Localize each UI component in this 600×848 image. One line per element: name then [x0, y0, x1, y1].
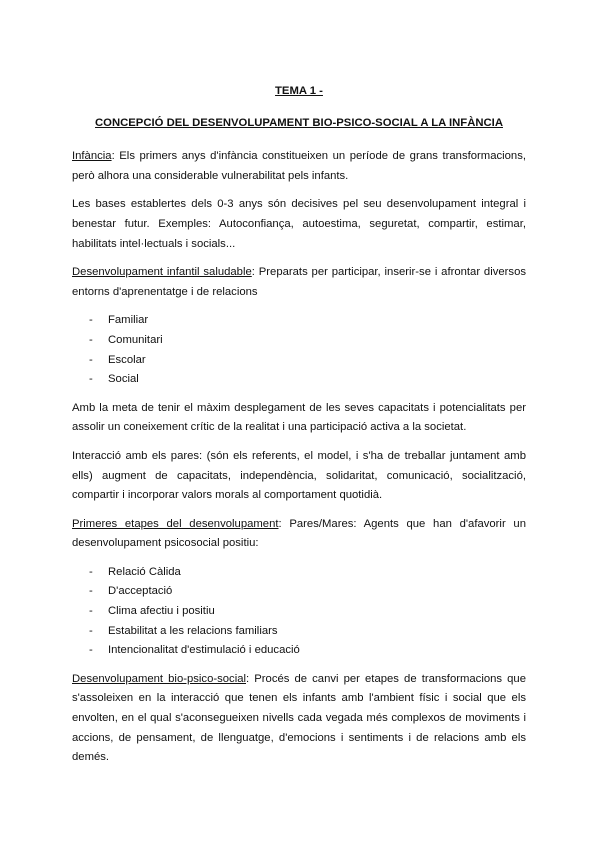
- meta-paragraph: Amb la meta de tenir el màxim desplegament de les seves capacitats i potencialitats per assolir un coneixement crític de la realitat i una participació activa a la societat.: [72, 401, 526, 434]
- list-item: - Escolar: [72, 351, 526, 371]
- dash-bullet: -: [89, 314, 93, 327]
- primeres-text: : Pares/Mares: Agents que han d'afavorir un desenvolupament psicosocial positiu:: [72, 517, 526, 550]
- list-item: - Relació Càlida: [72, 563, 526, 583]
- list-item: - Clima afectiu i positiu: [72, 602, 526, 622]
- primeres-list: [72, 563, 526, 661]
- list-item: - D'acceptació: [72, 582, 526, 602]
- infancia-text: : Els primers anys d'infància constitueixen un període de grans transformacions, però alhora una considerable vulnerabilitat pels infants.: [72, 150, 526, 182]
- interaccio-paragraph: Interacció amb els pares: (són els referents, el model, i s'ha de treballar juntament amb ells) augment de capacitats, independència, solidaritat, comunicació, socialització, compartir i incorporar valors morals al comportament quotidià.: [72, 449, 526, 502]
- list-item: - Comunitari: [72, 331, 526, 351]
- saludable-paragraph: [72, 263, 526, 302]
- infancia-paragraph: [72, 147, 526, 186]
- dash-bullet: -: [89, 585, 93, 598]
- saludable-term: Desenvolupament infantil saludable: [72, 266, 252, 279]
- saludable-list: [72, 311, 526, 389]
- list-item: - Intencionalitat d'estimulació i educació: [72, 641, 526, 661]
- dash-bullet: -: [89, 565, 93, 578]
- list-item: - Social: [72, 370, 526, 390]
- dash-bullet: -: [89, 644, 93, 657]
- infancia-term: Infància: [72, 150, 112, 163]
- dash-bullet: -: [89, 373, 93, 386]
- bases-paragraph: Les bases establertes dels 0-3 anys són decisives pel seu desenvolupament integral i benestar futur. Exemples: Autoconfiança, autoestima, seguretat, compartir, estimar, habilitats intel·lectuals i socials...: [72, 198, 526, 250]
- dash-bullet: -: [89, 333, 93, 346]
- topic-title: TEMA 1 -: [275, 85, 323, 97]
- list-item: - Estabilitat a les relacions familiars: [72, 622, 526, 642]
- biopsico-term: Desenvolupament bio-psico-social: [72, 672, 247, 685]
- list-item: - Familiar: [72, 311, 526, 331]
- primeres-paragraph: [72, 515, 526, 554]
- dash-bullet: -: [89, 624, 93, 637]
- page-heading: CONCEPCIÓ DEL DESENVOLUPAMENT BIO-PSICO-SOCIAL A LA INFÀNCIA: [95, 116, 503, 129]
- biopsico-paragraph: [72, 670, 526, 768]
- biopsico-text: : Procés de canvi per etapes de transformacions que s'assoleixen en la interacció que tenen els infants amb l'ambient físic i social que els envolten, en el qual s'aconsegueixen nivells cada vegada més complexos de moviments i accions, de pensament, de llenguatge, d'emocions i sentiments i de relacions amb els demés.: [72, 672, 526, 764]
- saludable-text: : Preparats per participar, inserir-se i afrontar diversos entorns d'aprenentatge i de relacions: [72, 266, 526, 298]
- dash-bullet: -: [89, 605, 93, 618]
- document-page: [72, 82, 526, 777]
- primeres-term: Primeres etapes del desenvolupament: [72, 517, 279, 530]
- dash-bullet: -: [89, 353, 93, 366]
